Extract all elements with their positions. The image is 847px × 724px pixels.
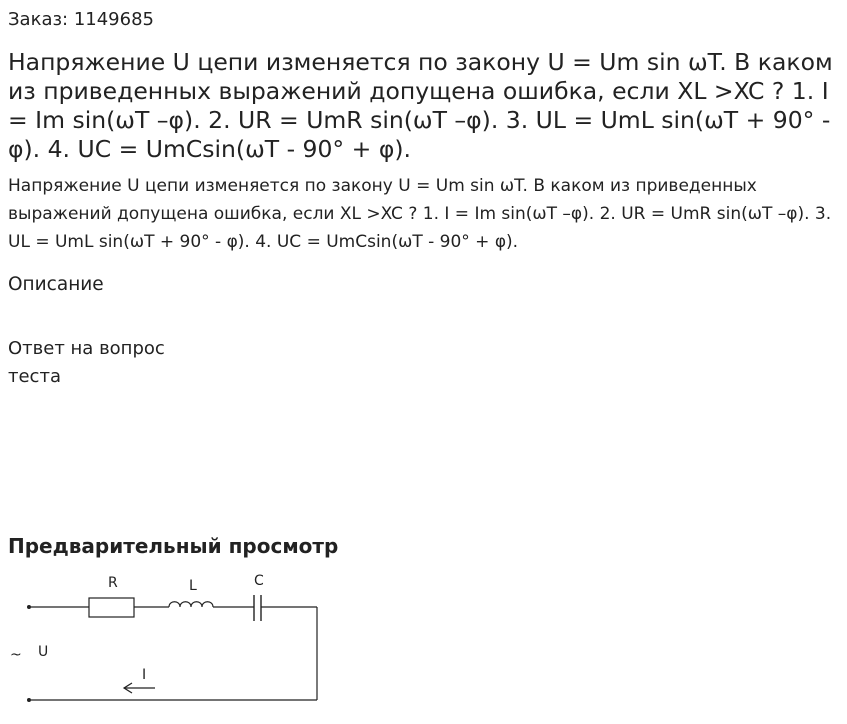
preview-heading: Предварительный просмотр (8, 534, 339, 558)
circuit-diagram (0, 566, 340, 716)
preview-image (0, 566, 340, 716)
description-label: Описание (8, 274, 104, 295)
answer-label: Ответ на вопрос теста (8, 338, 165, 387)
top-terminal (27, 605, 31, 609)
capacitor-label: C (254, 573, 264, 589)
current-label: I (142, 667, 147, 683)
question-text: Напряжение U цепи изменяется по закону U = Um sin ωT. В каком из приведенных выражений допущена ошибка, если XL >XC ? 1. I = Im sin(ωT –φ). 2. UR = UmR sin(ωT –φ). 3. UL = UmL sin(ωT + 90° - φ). 4. UC = UmCsin(ωT - 90° + φ). (8, 176, 832, 252)
resistor-label: R (108, 575, 118, 591)
resistor (89, 598, 134, 617)
inductor (169, 602, 213, 607)
voltage-label: U (38, 644, 49, 660)
question-title: Напряжение U цепи изменяется по закону U = Um sin ωT. В каком из приведенных выражений допущена ошибка, если XL >XC ? 1. I = Im sin(ωT –φ). 2. UR = UmR sin(ωT –φ). 3. UL = UmL sin(ωT + 90° - φ). 4. UC = UmCsin(ωT - 90° + φ). (8, 48, 833, 163)
bottom-terminal (27, 698, 31, 702)
inductor-label: L (189, 578, 197, 594)
source-symbol: ~ (10, 647, 22, 663)
order-number: Заказ: 1149685 (8, 9, 154, 30)
